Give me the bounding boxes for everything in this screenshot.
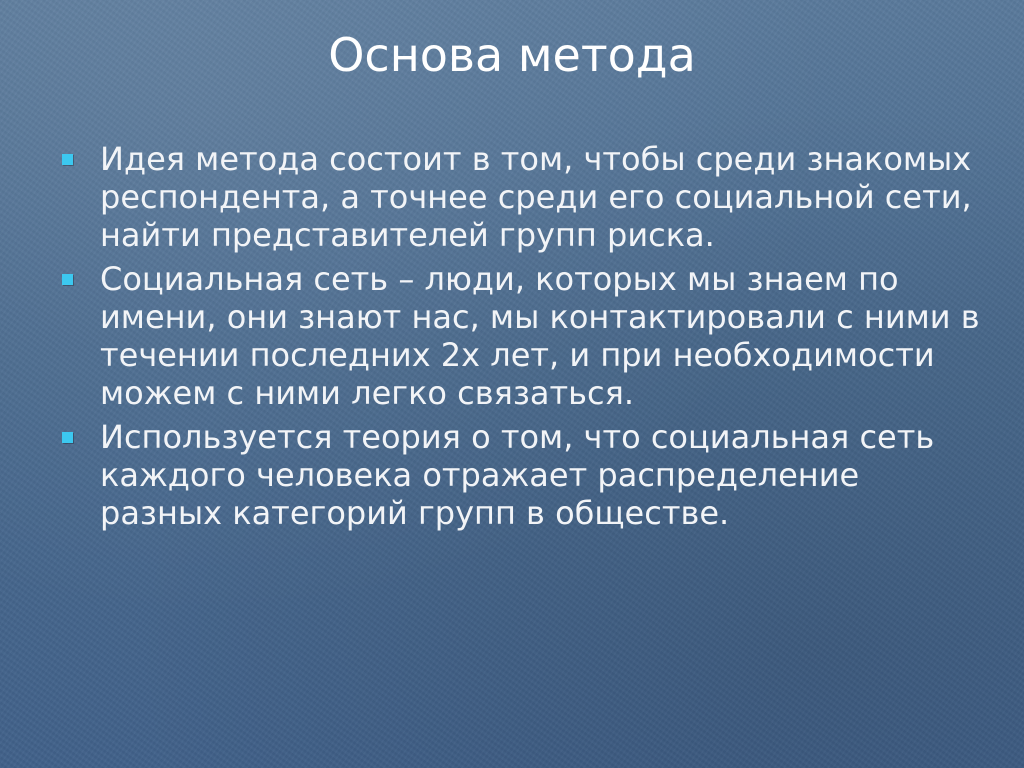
bullet-list: [62, 140, 982, 538]
bullet-item: [62, 260, 982, 412]
square-bullet-icon: [62, 274, 73, 285]
bullet-text: Социальная сеть – люди, которых мы знаем по имени, они знают нас, мы контактировали с ними в течении последних 2х лет, и при необходимости можем с ними легко связаться.: [100, 260, 980, 412]
bullet-text: Идея метода состоит в том, чтобы среди знакомых респондента, а точнее среди его социальной сети, найти представителей групп риска.: [100, 140, 972, 254]
square-bullet-icon: [62, 432, 73, 443]
slide-title: Основа метода: [328, 28, 696, 82]
bullet-item: [62, 418, 982, 532]
bullet-item: [62, 140, 982, 254]
bullet-text: Используется теория о том, что социальная сеть каждого человека отражает распределение разных категорий групп в обществе.: [100, 418, 935, 532]
square-bullet-icon: [62, 154, 73, 165]
